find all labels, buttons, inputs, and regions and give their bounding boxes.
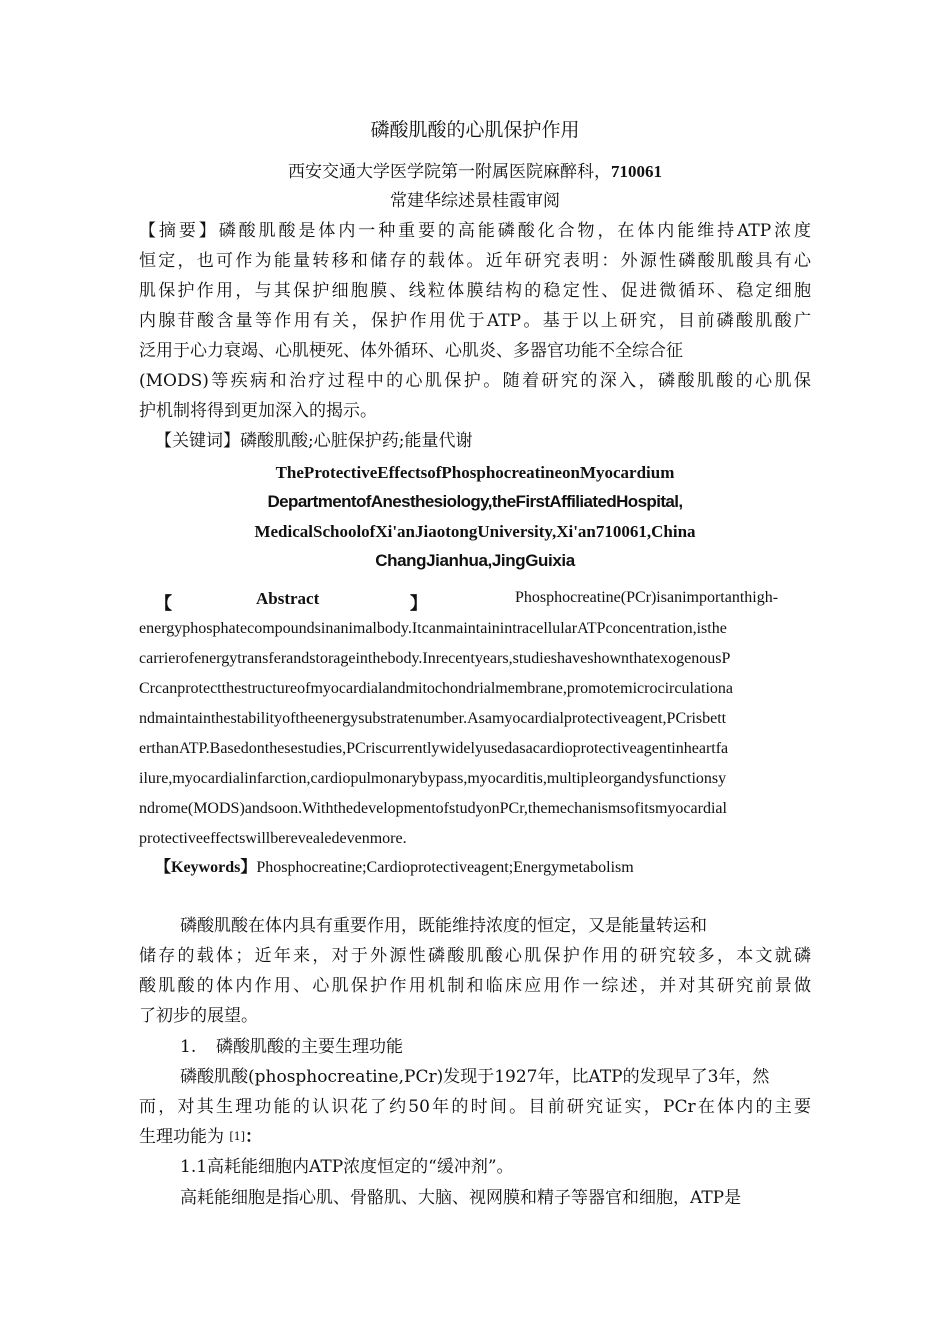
affiliation-en-2: MedicalSchoolofXi'anJiaotongUniversity,Xi'an710061,China <box>254 522 696 541</box>
abstract-en-line: ilure,myocardialinfarction,cardiopulmonarybypass,myocarditis,multipleorgandysfunctionsy <box>139 770 727 787</box>
subsection-1-1: 1.1高耗能细胞内ATP浓度恒定的“缓冲剂”。 <box>180 1157 514 1177</box>
keywords-cn-label: 【关键词】 <box>155 431 240 451</box>
abstract-en-line: ndrome(MODS)andsoon.WiththedevelopmentofstudyonPCr,themechanismsofitsmyocardial <box>139 800 727 817</box>
abstract-en-first: Phosphocreatine(PCr)isanimportanthigh- <box>515 589 779 606</box>
body-intro-line: 了初步的展望。 <box>139 1006 258 1026</box>
title-en: TheProtectiveEffectsofPhosphocreatineonMyocardium <box>275 463 675 482</box>
section-1-heading <box>180 1037 811 1057</box>
para-2-line: 高耗能细胞是指心肌、骨骼肌、大脑、视网膜和精子等器官和细胞，ATP是 <box>180 1188 742 1208</box>
para-1-end: 生理功能为 <box>139 1127 224 1147</box>
body-intro-line: 酸肌酸的体内作用、心肌保护作用机制和临床应用作一综述，并对其研究前景做 <box>139 976 811 996</box>
abstract-en-bracket-open: 【 <box>155 594 172 613</box>
para-1-line <box>139 1127 811 1147</box>
authors-cn: 常建华综述景桂霞审阅 <box>390 191 560 211</box>
para-1-line: 磷酸肌酸(phosphocreatine,PCr)发现于1927年，比ATP的发现早了3年，然 <box>180 1067 770 1087</box>
keywords-cn <box>155 431 811 451</box>
abstract-cn-line: 护机制将得到更加深入的揭示。 <box>139 401 377 421</box>
affiliation-cn-text: 西安交通大学医学院第一附属医院麻醉科， <box>288 162 611 182</box>
abstract-cn-line: (MODS)等疾病和治疗过程中的心肌保护。随着研究的深入，磷酸肌酸的心肌保 <box>139 371 811 391</box>
keywords-en-text: Phosphocreatine;Cardioprotectiveagent;Energymetabolism <box>256 859 634 876</box>
abstract-cn-line: 恒定，也可作为能量转移和储存的载体。近年研究表明：外源性磷酸肌酸具有心 <box>139 251 811 271</box>
abstract-cn-line <box>139 221 811 241</box>
abstract-en-line: energyphosphatecompoundsinanimalbody.ItcanmaintainintracellularATPconcentration,isthe <box>139 620 727 637</box>
keywords-cn-text: 磷酸肌酸;心脏保护药;能量代谢 <box>240 431 473 451</box>
section-1-number: 1. <box>180 1037 197 1057</box>
abstract-cn-line: 内腺苷酸含量等作用有关，保护作用优于ATP。基于以上研究，目前磷酸肌酸广 <box>139 311 811 331</box>
abstract-en-line: carrierofenergytransferandstorageinthebody.Inrecentyears,studieshaveshownthatexogenousP <box>139 650 731 667</box>
citation-ref[interactable]: [1] <box>229 1130 245 1143</box>
abstract-cn-label: 【摘要】 <box>139 221 219 241</box>
body-intro-line: 储存的载体；近年来，对于外源性磷酸肌酸心肌保护作用的研究较多，本文就磷 <box>139 946 811 966</box>
para-1-line: 而，对其生理功能的认识花了约50年的时间。目前研究证实，PCr在体内的主要 <box>139 1097 811 1117</box>
keywords-en <box>155 858 811 878</box>
abstract-cn-line: 泛用于心力衰竭、心肌梗死、体外循环、心肌炎、多器官功能不全综合征 <box>139 341 683 361</box>
abstract-cn-line: 肌保护作用，与其保护细胞膜、线粒体膜结构的稳定性、促进微循环、稳定细胞 <box>139 281 811 301</box>
abstract-en-line: Crcanprotectthestructureofmyocardialandmitochondrialmembrane,promotemicrocirculationa <box>139 680 733 697</box>
keywords-en-label: 【Keywords】 <box>155 859 257 876</box>
abstract-en-line: protectiveeffectswillberevealedevenmore. <box>139 830 407 847</box>
abstract-en-label: Abstract <box>256 589 320 608</box>
abstract-en-bracket-close: 】 <box>410 594 427 613</box>
document-title: 磷酸肌酸的心肌保护作用 <box>370 120 580 140</box>
affiliation-en-1: DepartmentofAnesthesiology,theFirstAffiliatedHospital, <box>267 492 683 511</box>
abstract-en-line: erthanATP.Basedonthesestudies,PCriscurrentlywidelyusedasacardioprotectiveagentinheartfa <box>139 740 729 757</box>
affiliation-cn <box>139 162 811 182</box>
para-1-colon: ： <box>245 1127 262 1147</box>
abstract-cn-text: 磷酸肌酸是体内一种重要的高能磷酸化合物，在体内能维持ATP浓度 <box>218 221 811 241</box>
postcode-cn: 710061 <box>611 162 662 181</box>
section-1-title: 磷酸肌酸的主要生理功能 <box>216 1037 403 1057</box>
authors-en: ChangJianhua,JingGuixia <box>375 551 575 570</box>
abstract-en-line: ndmaintainthestabilityoftheenergysubstratenumber.Asamyocardialprotectiveagent,PCrisbett <box>139 710 727 727</box>
body-intro-line: 磷酸肌酸在体内具有重要作用，既能维持浓度的恒定，又是能量转运和 <box>180 916 707 936</box>
